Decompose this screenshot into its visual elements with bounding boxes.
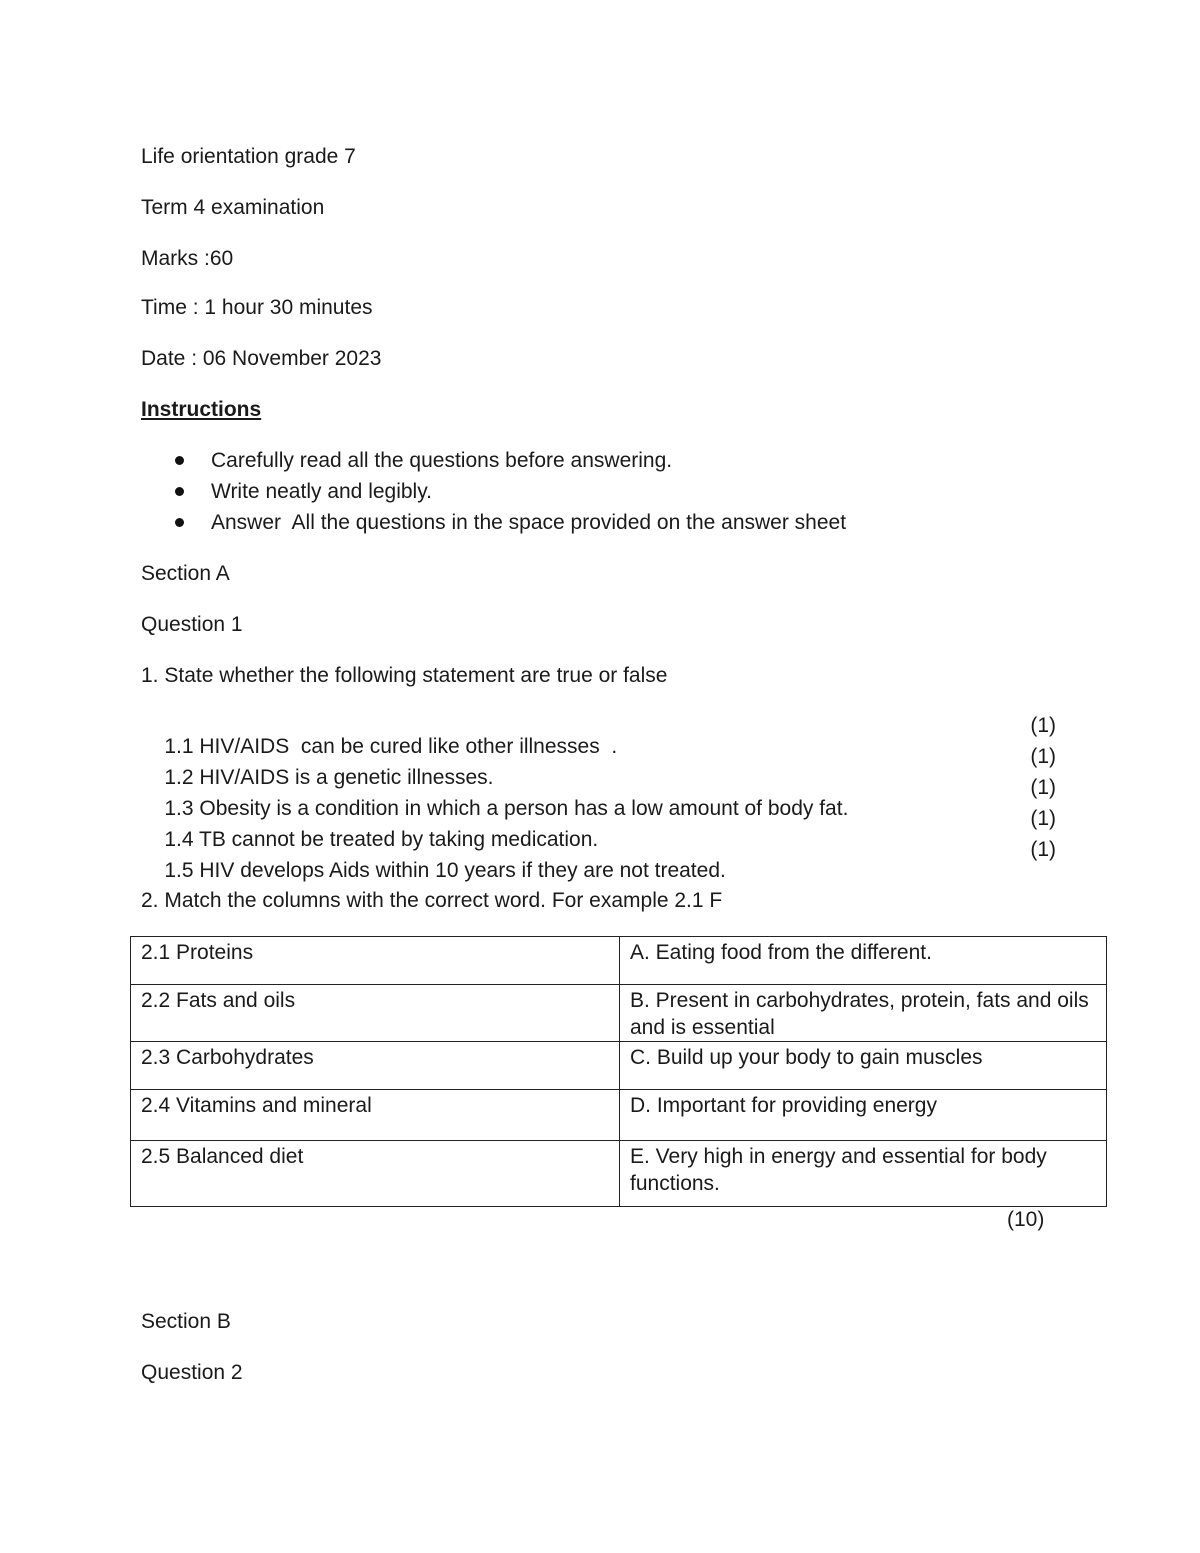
bullet-icon [175, 487, 184, 496]
bullet-icon [175, 456, 184, 465]
table-row [131, 1042, 1107, 1090]
match-right-cell: E. Very high in energy and essential for body functions. [620, 1141, 1107, 1207]
exam-marks: Marks :60 [141, 247, 234, 270]
instruction-item: Answer All the questions in the space provided on the answer sheet [141, 512, 164, 536]
match-left-cell: 2.4 Vitamins and mineral [131, 1090, 620, 1141]
table-row [131, 937, 1107, 985]
statement-text: 1.5 HIV develops Aids within 10 years if they are not treated. [164, 859, 726, 882]
match-right-cell: A. Eating food from the different. [620, 937, 1107, 985]
match-right-cell: D. Important for providing energy [620, 1090, 1107, 1141]
match-left-cell: 2.3 Carbohydrates [131, 1042, 620, 1090]
statement-text: 1.1 HIV/AIDS can be cured like other illnesses . [164, 735, 618, 758]
document-title: Life orientation grade 7 [141, 145, 356, 168]
statement-mark: (1) [1030, 714, 1056, 737]
section-b-label: Section B [141, 1310, 231, 1333]
question-2-label: Question 2 [141, 1361, 243, 1384]
section-a-label: Section A [141, 562, 230, 585]
exam-term: Term 4 examination [141, 196, 325, 219]
instruction-item: Write neatly and legibly. [141, 481, 164, 505]
table-row [131, 1090, 1107, 1141]
statement-text: 1.3 Obesity is a condition in which a person has a low amount of body fat. [164, 797, 849, 820]
statement-text: 1.2 HIV/AIDS is a genetic illnesses. [164, 766, 494, 789]
match-left-cell: 2.2 Fats and oils [131, 985, 620, 1042]
instruction-item: Carefully read all the questions before answering. [141, 450, 164, 474]
match-right-cell: C. Build up your body to gain muscles [620, 1042, 1107, 1090]
match-left-cell: 2.1 Proteins [131, 937, 620, 985]
statement-mark: (1) [1030, 745, 1056, 768]
statement-mark: (1) [1030, 776, 1056, 799]
question-2-prompt: 2. Match the columns with the correct word. For example 2.1 F [141, 889, 723, 912]
exam-time: Time : 1 hour 30 minutes [141, 296, 373, 319]
match-right-cell: B. Present in carbohydrates, protein, fats and oils and is essential [620, 985, 1107, 1042]
exam-date: Date : 06 November 2023 [141, 347, 382, 370]
instructions-heading: Instructions [141, 398, 262, 421]
bullet-icon [175, 518, 184, 527]
statement-mark: (1) [1030, 838, 1056, 861]
table-row [131, 985, 1107, 1042]
statement-mark: (1) [1030, 807, 1056, 830]
match-left-cell: 2.5 Balanced diet [131, 1141, 620, 1207]
matching-table [130, 936, 1107, 1207]
matching-total-mark: (10) [1007, 1208, 1045, 1231]
table-row [131, 1141, 1107, 1207]
question-1-label: Question 1 [141, 613, 243, 636]
question-1-prompt: 1. State whether the following statement are true or false [141, 664, 668, 687]
statement-text: 1.4 TB cannot be treated by taking medication. [164, 828, 599, 851]
